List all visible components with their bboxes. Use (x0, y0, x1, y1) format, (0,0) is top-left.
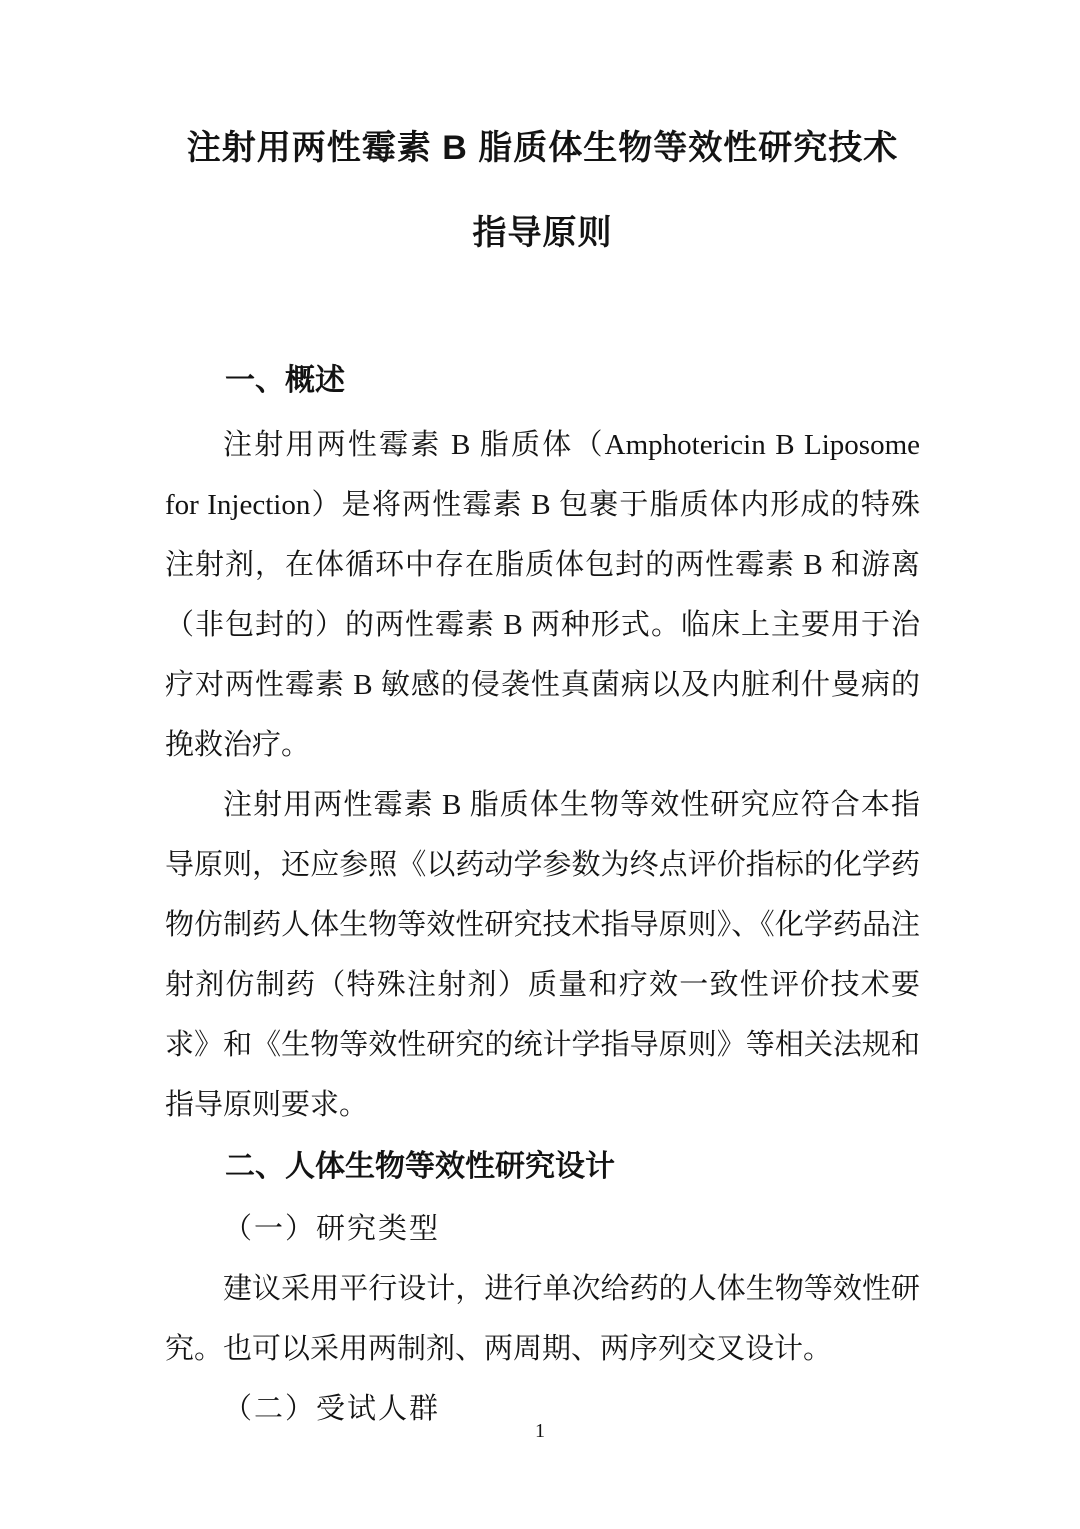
document-title-line1: 注射用两性霉素 B 脂质体生物等效性研究技术 (186, 129, 899, 167)
sub-heading-study-type: （一）研究类型 (223, 1212, 441, 1245)
paragraph-study-type: 建议采用平行设计，进行单次给药的人体生物等效性研究。也可以采用两制剂、两周期、两序列交叉设计。 (165, 1272, 920, 1365)
document-title (165, 130, 920, 253)
section-heading-overview: 一、概述 (225, 363, 345, 397)
paragraph-overview-2: 注射用两性霉素 B 脂质体生物等效性研究应符合本指导原则，还应参照《以药动学参数为终点评价指标的化学药物仿制药人体生物等效性研究技术指导原则》、《化学药品注射剂仿制药（特殊注射剂）质量和疗效一致性评价技术要求》和《生物等效性研究的统计学指导原则》等相关法规和指导原则要求。 (165, 788, 920, 1121)
page-number: 1 (535, 1420, 545, 1442)
document-title-line2: 指导原则 (472, 214, 613, 253)
section-heading-design: 二、人体生物等效性研究设计 (225, 1149, 615, 1183)
paragraph-overview-1: 注射用两性霉素 B 脂质体（Amphotericin B Liposome for Injection）是将两性霉素 B 包裹于脂质体内形成的特殊注射剂，在体循环中存在脂质体包封的两性霉素 B 和游离（非包封的）的两性霉素 B 两种形式。临床上主要用于治疗对两性霉素 B 敏感的侵袭性真菌病以及内脏利什曼病的挽救治疗。 (165, 428, 920, 761)
sub-heading-subjects: （二）受试人群 (223, 1392, 441, 1425)
document-body (165, 351, 920, 1439)
